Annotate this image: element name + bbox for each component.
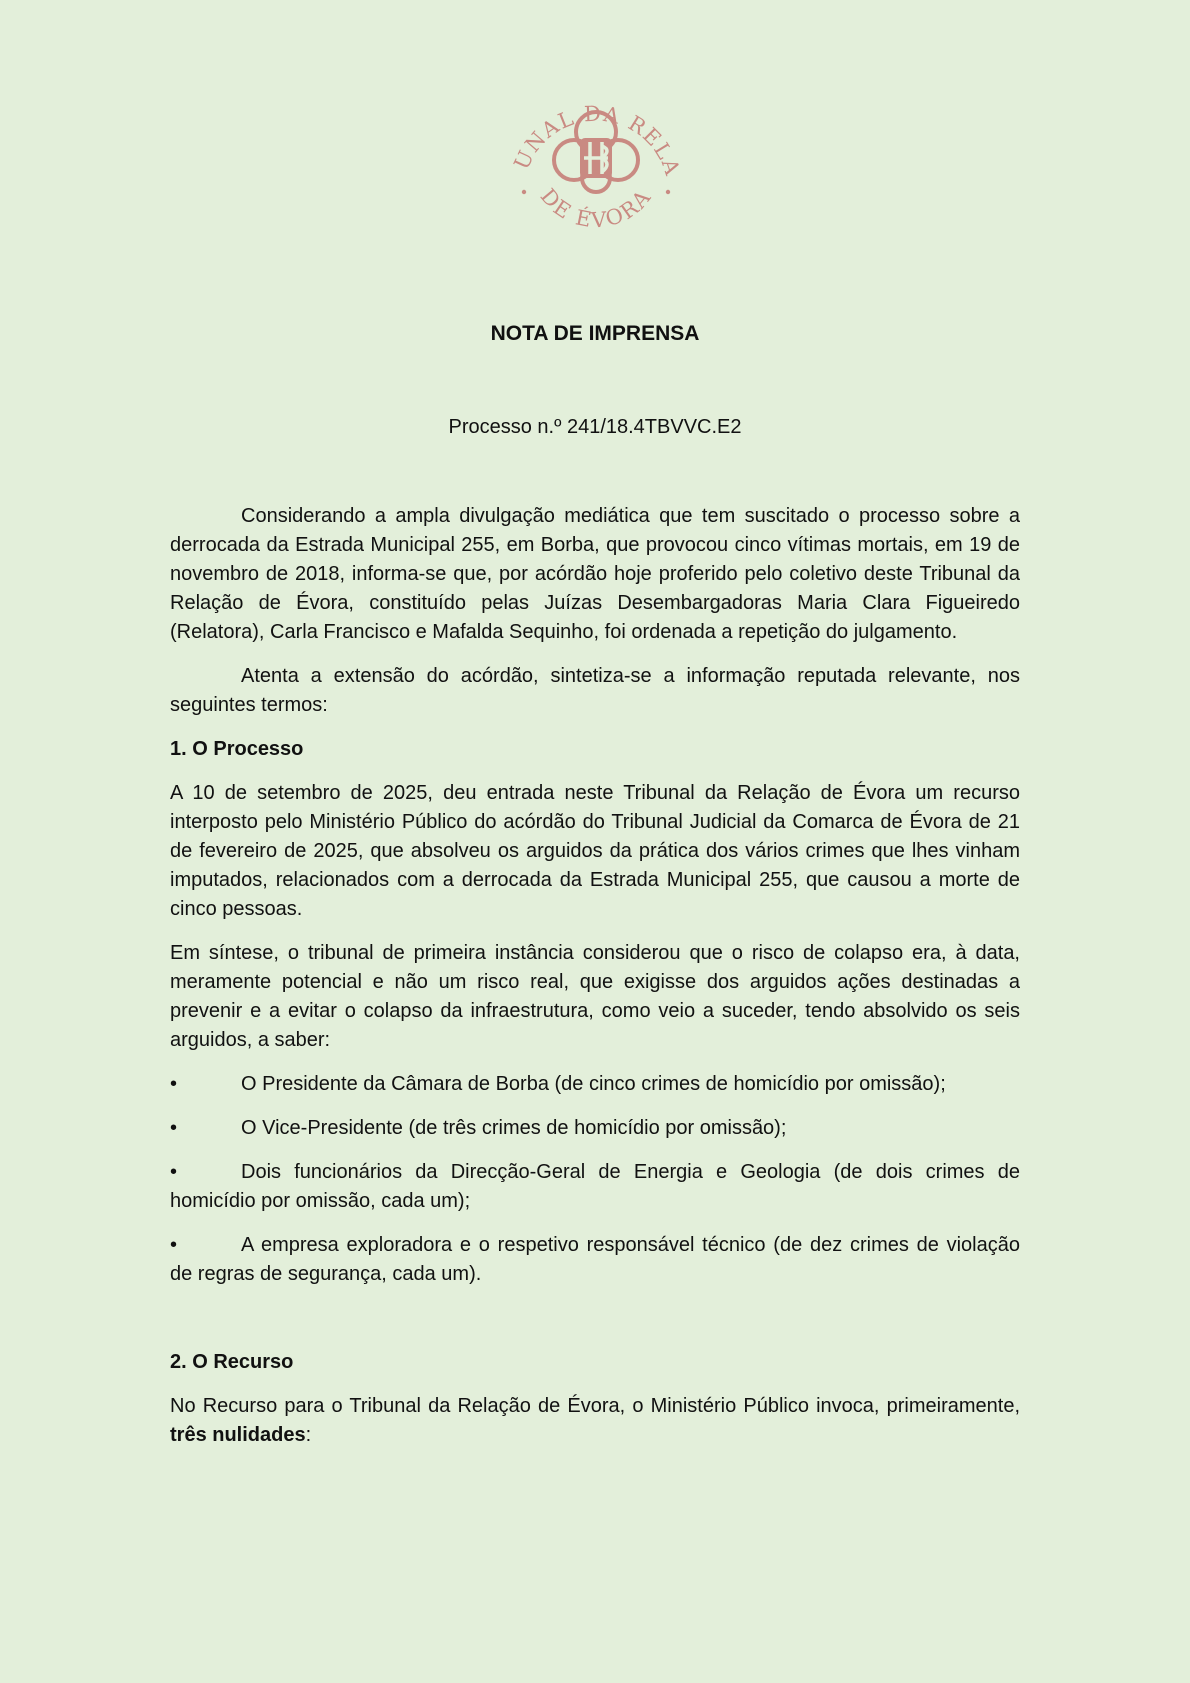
recurso-bold-text: três nulidades: [170, 1424, 306, 1446]
bullet-icon: •: [170, 1234, 178, 1256]
list-item-text: Dois funcionários da Direcção-Geral de Energia e Geologia (de dois crimes de homicídio por omissão, cada um);: [170, 1161, 1020, 1212]
extension-paragraph: Atenta a extensão do acórdão, sintetiza-se a informação reputada relevante, nos seguintes termos:: [170, 665, 1020, 716]
tribunal-seal-logo: [500, 66, 692, 258]
recurso-text: No Recurso para o Tribunal da Relação de Évora, o Ministério Público invoca, primeiramente,: [170, 1395, 1020, 1417]
seal-bottom-text: DE ÉVORA: [535, 184, 657, 233]
page-title: NOTA DE IMPRENSA: [490, 322, 700, 345]
intro-paragraph: Considerando a ampla divulgação mediática que tem suscitado o processo sobre a derrocada da Estrada Municipal 255, em Borba, que provocou cinco vítimas mortais, em 19 de novembro de 2018, informa-se que, por acórdão hoje proferido pelo coletivo deste Tribunal da Relação de Évora, constituído pelas Juízas Desembargadoras Maria Clara Figueiredo (Relatora), Carla Francisco e Mafalda Sequinho, foi ordenada a repetição do julgamento.: [170, 505, 1020, 643]
list-item: [170, 1158, 1020, 1216]
seal-top-text: UNAL DA RELA: [509, 101, 685, 180]
process-number: Processo n.º 241/18.4TBVVC.E2: [448, 416, 742, 438]
section-heading-recurso: 2. O Recurso: [170, 1351, 294, 1373]
list-item-text: O Vice-Presidente (de três crimes de homicídio por omissão);: [241, 1117, 787, 1139]
processo-paragraph-1: A 10 de setembro de 2025, deu entrada neste Tribunal da Relação de Évora um recurso interposto pelo Ministério Público do acórdão do Tribunal Judicial da Comarca de Évora de 21 de fevereiro de 2025, que absolveu os arguidos da prática dos vários crimes que lhes vinham imputados, relacionados com a derrocada da Estrada Municipal 255, que causou a morte de cinco pessoas.: [170, 782, 1020, 920]
bullet-icon: •: [170, 1117, 178, 1139]
list-item-text: A empresa exploradora e o respetivo responsável técnico (de dez crimes de violação de regras de segurança, cada um).: [170, 1234, 1020, 1285]
recurso-end: :: [305, 1424, 312, 1446]
bullet-icon: •: [170, 1073, 178, 1095]
list-item: [170, 1114, 1020, 1143]
list-item-text: O Presidente da Câmara de Borba (de cinco crimes de homicídio por omissão);: [241, 1073, 946, 1095]
recurso-paragraph-1: [170, 1392, 1020, 1450]
list-item: [170, 1231, 1020, 1289]
bullet-icon: •: [170, 1161, 178, 1183]
list-item: [170, 1070, 1020, 1099]
document-body: [170, 502, 1020, 1465]
processo-paragraph-2: Em síntese, o tribunal de primeira instância considerou que o risco de colapso era, à data, meramente potencial e não um risco real, que exigisse dos arguidos ações destinadas a prevenir e a evitar o colapso da infraestrutura, como veio a suceder, tendo absolvido os seis arguidos, a saber:: [170, 942, 1020, 1051]
section-heading-processo: 1. O Processo: [170, 738, 304, 760]
